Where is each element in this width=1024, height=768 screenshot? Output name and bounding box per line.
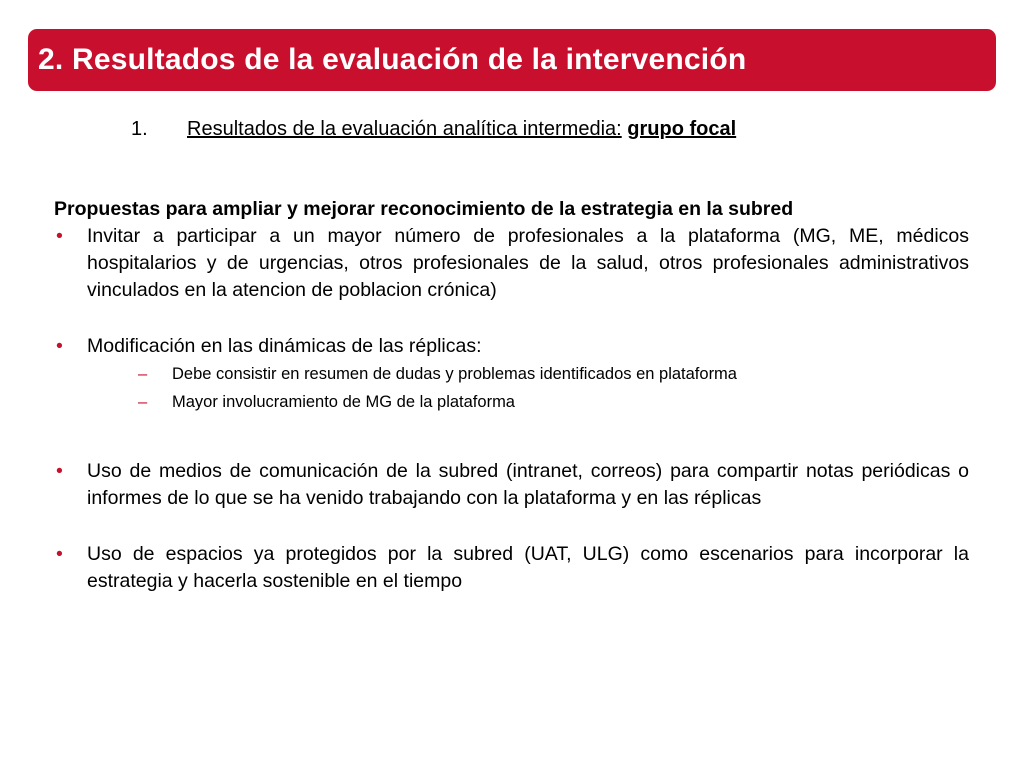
bullet-marker: • (56, 335, 63, 357)
list-item (54, 223, 969, 304)
subtitle-text: Resultados de la evaluación analítica intermedia: (187, 118, 622, 140)
list-item (54, 333, 969, 360)
bullet-marker: • (56, 225, 63, 247)
list-item (54, 458, 969, 512)
sub-bullet-text: Mayor involucramiento de MG de la plataforma (172, 393, 515, 411)
sub-bullet-text: Debe consistir en resumen de dudas y problemas identificados en plataforma (172, 365, 737, 383)
subtitle-emphasis: grupo focal (627, 118, 737, 140)
bullet-text: Uso de espacios ya protegidos por la subred (UAT, ULG) como escenarios para incorporar la estrategia y hacerla sostenible en el tiempo (87, 543, 969, 592)
bullet-text: Invitar a participar a un mayor número de profesionales a la plataforma (MG, ME, médicos hospitalarios y de urgencias, otros profesionales de la salud, otros profesionales administrativos vinculados en la atencion de poblacion crónica) (87, 225, 969, 301)
sub-bullet-marker: – (138, 365, 148, 383)
slide-content (54, 196, 969, 595)
section-heading: Propuestas para ampliar y mejorar reconocimiento de la estrategia en la subred (54, 198, 794, 220)
sub-bullet-marker: – (138, 393, 148, 411)
slide-title: 2. Resultados de la evaluación de la intervención (38, 43, 747, 76)
subtitle (131, 118, 736, 141)
sub-list-item (54, 388, 969, 416)
title-bar (28, 29, 996, 91)
subtitle-number: 1. (131, 118, 148, 140)
bullet-text: Modificación en las dinámicas de las réplicas: (87, 335, 482, 357)
list-item (54, 541, 969, 595)
bullet-text: Uso de medios de comunicación de la subred (intranet, correos) para compartir notas periódicas o informes de lo que se ha venido trabajando con la plataforma y en las réplicas (87, 460, 969, 509)
bullet-marker: • (56, 543, 63, 565)
sub-list-item (54, 360, 969, 388)
bullet-marker: • (56, 460, 63, 482)
